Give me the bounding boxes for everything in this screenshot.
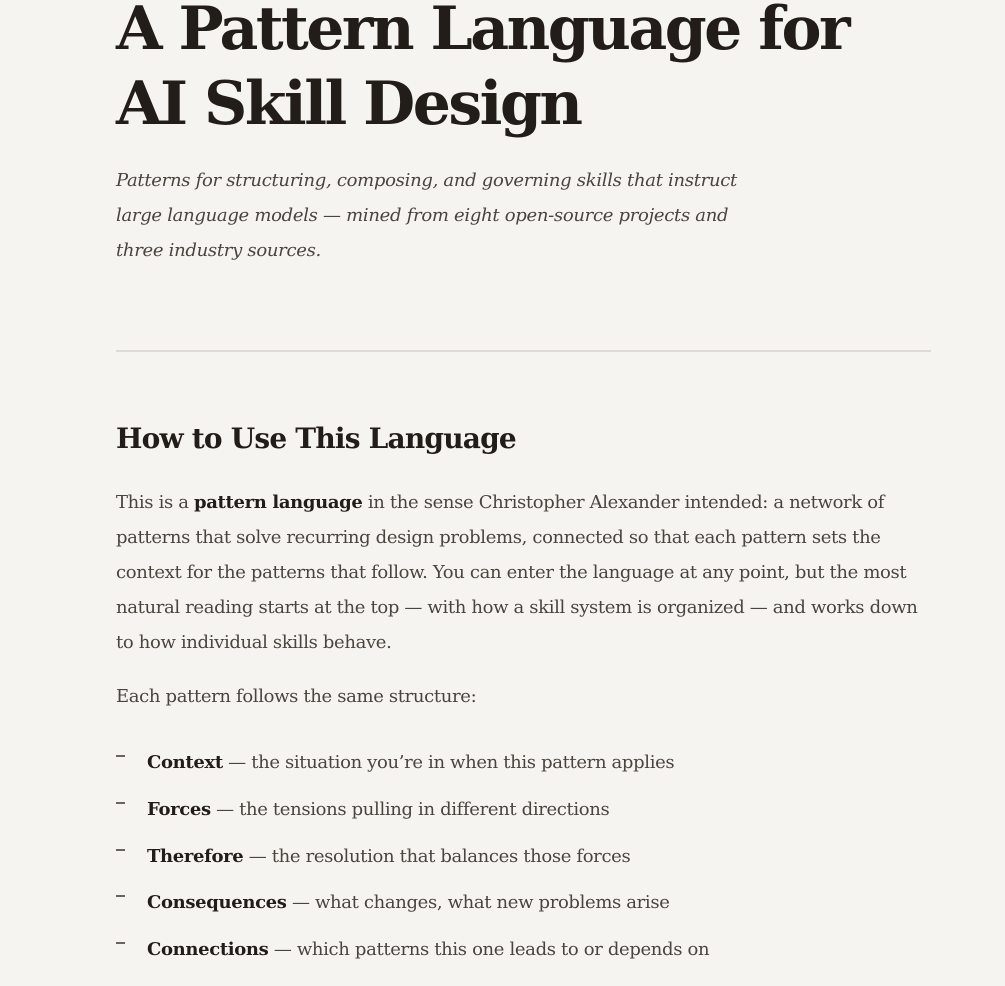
list-item-desc: — the resolution that balances those forces — [243, 845, 631, 867]
pattern-structure-list — [116, 745, 931, 979]
dash-bullet-icon — [116, 755, 125, 757]
list-item-term: Consequences — [147, 892, 287, 914]
intro-bold-term: pattern language — [193, 492, 363, 513]
list-item-context — [116, 745, 931, 792]
list-item-text — [147, 932, 709, 967]
page-title: A Pattern Language for AI Skill Design — [116, 0, 849, 139]
structure-lead: Each pattern follows the same structure: — [116, 686, 477, 707]
list-item-text — [147, 839, 630, 874]
section-divider — [116, 350, 931, 352]
intro-text-after: in the sense Christopher Alexander intended: a network of patterns that solve recurring design problems, connected so that each pattern sets the context for the patterns that follow. You can enter the language at any point, but the most natural reading starts at the top — with how a skill system is organized — and works down to how individual skills behave. — [116, 492, 918, 653]
intro-text-before: This is a — [116, 492, 194, 513]
list-item-text — [147, 745, 674, 780]
dash-bullet-icon — [116, 802, 125, 804]
list-item-text — [147, 792, 609, 827]
page-subtitle: Patterns for structuring, composing, and governing skills that instruct large language models — mined from eight open-source projects and three industry sources. — [116, 170, 737, 261]
list-item-forces — [116, 792, 931, 839]
list-item-consequences — [116, 885, 931, 932]
intro-paragraph — [116, 485, 926, 660]
list-item-therefore — [116, 839, 931, 886]
list-item-desc: — the tensions pulling in different directions — [210, 798, 610, 820]
list-item-term: Context — [147, 752, 223, 773]
dash-bullet-icon — [116, 895, 125, 897]
dash-bullet-icon — [116, 942, 125, 944]
list-item-desc: — the situation you’re in when this pattern applies — [222, 752, 675, 773]
list-item-text — [147, 885, 670, 920]
section-heading: How to Use This Language — [116, 422, 516, 455]
list-item-desc: — what changes, what new problems arise — [286, 892, 670, 914]
list-item-term: Forces — [147, 798, 211, 820]
dash-bullet-icon — [116, 849, 125, 851]
list-item-connections — [116, 932, 931, 979]
list-item-desc: — which patterns this one leads to or depends on — [268, 939, 710, 961]
list-item-term: Therefore — [147, 845, 244, 867]
list-item-term: Connections — [147, 939, 269, 961]
